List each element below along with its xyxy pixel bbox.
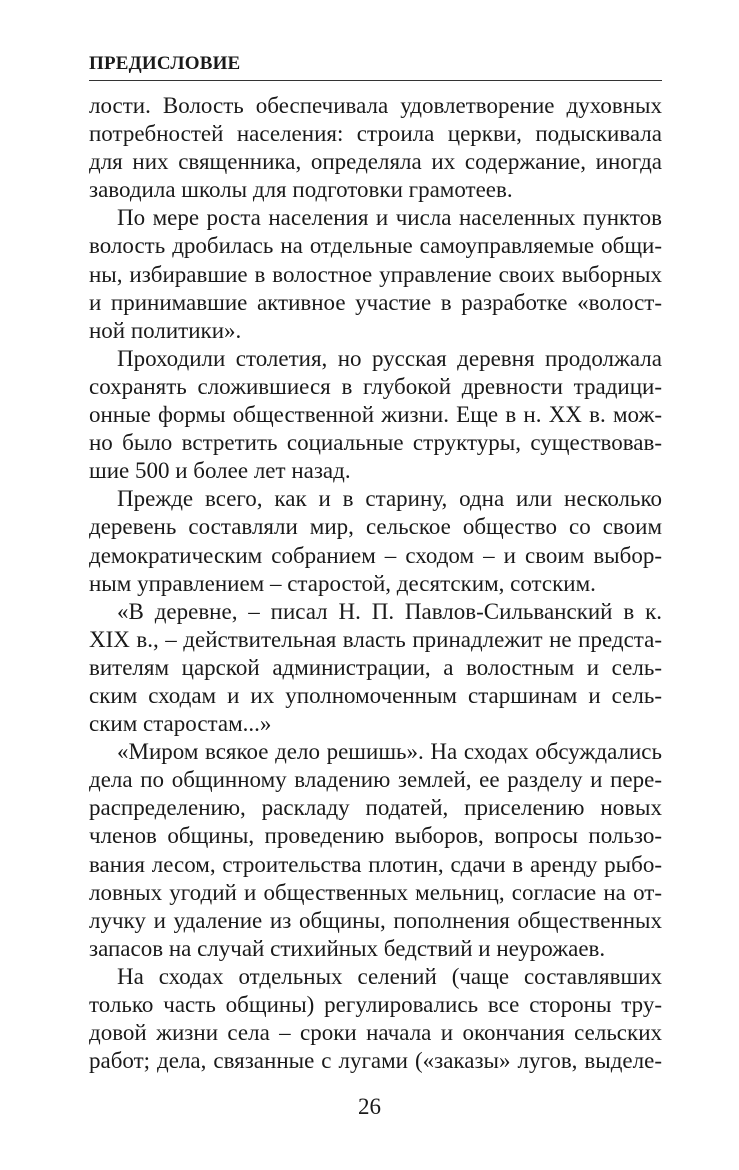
paragraph (89, 738, 662, 963)
text-line: но было встретить социальные структуры, существовав- (89, 430, 662, 456)
text-line: «В деревне, – писал Н. П. Павлов-Сильванский в к. (117, 598, 662, 624)
text-line: По мере роста населения и числа населенных пунктов (117, 205, 662, 231)
text-line: работ; дела, связанные с лугами («заказы» лугов, выделе- (89, 1048, 662, 1074)
text-line: ны, избиравшие в волостное управление своих выборных (89, 261, 662, 287)
text-line: ским сходам и их уполномоченным старшинам и сель- (89, 682, 662, 708)
paragraph (89, 485, 662, 597)
text-line: На сходах отдельных селений (чаще составлявших (117, 963, 662, 989)
paragraph (89, 345, 662, 485)
text-line: шие 500 и более лет назад. (89, 458, 351, 484)
text-line: и принимавшие активное участие в разработке «волост- (89, 289, 662, 315)
text-line: заводила школы для подготовки грамотеев. (89, 177, 513, 203)
text-line: довой жизни села – сроки начала и окончания сельских (89, 1020, 662, 1046)
text-line: только часть общины) регулировались все стороны тру- (89, 992, 662, 1017)
text-line: онные формы общественной жизни. Еще в н. XX в. мож- (89, 402, 662, 428)
paragraph (89, 92, 662, 204)
paragraph (89, 598, 662, 738)
text-line: деревень составляли мир, сельское общество со своим (89, 514, 662, 540)
text-line: лости. Волость обеспечивала удовлетворение духовных (89, 93, 662, 118)
text-line: XIX в., – действительная власть принадлежит не предста- (89, 626, 662, 652)
text-line: лучку и удаление из общины, пополнения общественных (89, 907, 662, 933)
text-line: вания лесом, строительства плотин, сдачи в аренду рыбо- (89, 851, 662, 877)
text-line: потребностей населения: строила церкви, подыскивала (89, 121, 662, 147)
text-line: волость дробилась на отдельные самоуправляемые общи- (89, 233, 662, 259)
text-line: ловных угодий и общественных мельниц, согласие на от- (89, 879, 662, 905)
text-line: «Миром всякое дело решишь». На сходах обсуждались (117, 739, 662, 765)
running-head-title: ПРЕДИСЛОВИЕ (89, 53, 241, 74)
text-line: Прежде всего, как и в старину, одна или несколько (117, 486, 662, 512)
text-line: ским старостам...» (89, 711, 272, 737)
text-line: ной политики». (89, 317, 242, 343)
page-number: 26 (358, 1094, 381, 1119)
text-line: распределению, раскладу податей, приселению новых (89, 795, 662, 821)
text-line: вителям царской администрации, а волостным и сель- (89, 654, 662, 680)
text-line: запасов на случай стихийных бедствий и неурожаев. (89, 935, 606, 961)
text-line: дела по общинному владению землей, ее разделу и пере- (89, 767, 662, 793)
text-line: Проходили столетия, но русская деревня продолжала (117, 345, 662, 371)
text-line: ным управлением – старостой, десятским, сотским. (89, 570, 596, 596)
text-line: для них священника, определяла их содержание, иногда (89, 149, 662, 175)
running-head (89, 52, 662, 81)
text-line: членов общины, проведению выборов, вопросы пользо- (89, 823, 662, 849)
body-text (89, 92, 662, 1075)
paragraph (89, 204, 662, 344)
paragraph (89, 963, 662, 1075)
text-line: демократическим собранием – сходом – и своим выбор- (89, 542, 662, 568)
text-line: сохранять сложившиеся в глубокой древности традици- (89, 373, 662, 399)
